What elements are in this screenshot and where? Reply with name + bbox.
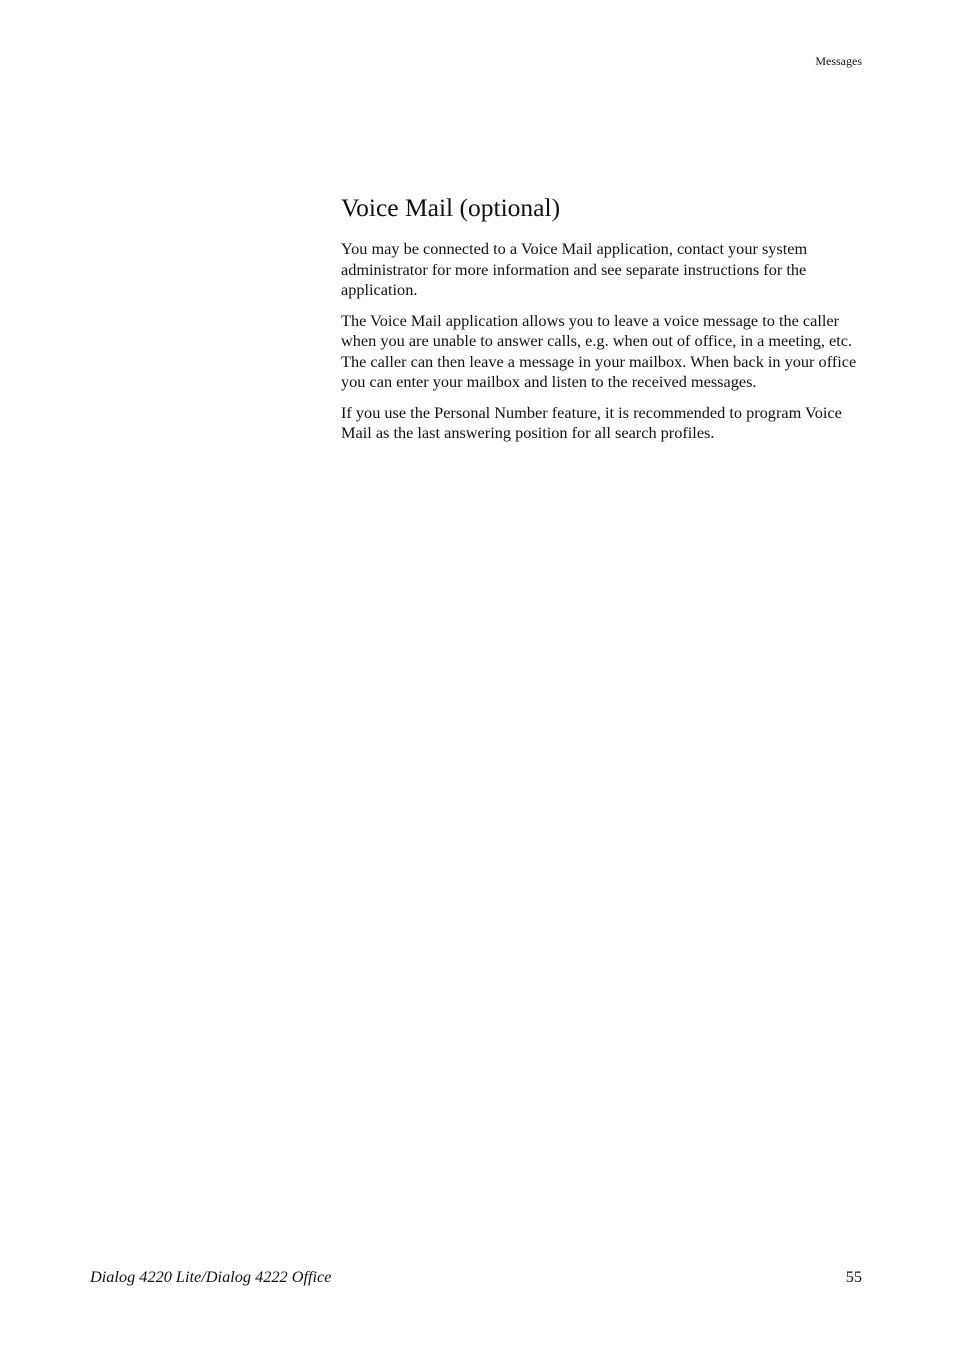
paragraph-voice-mail-description: The Voice Mail application allows you to leave a voice message to the caller when you are unable to answer calls, e.g. when out of office, in a meeting, etc. The caller can then leave a message in your mailbox. When back in your office you can enter your mailbox and listen to the received messages. xyxy=(341,310,857,391)
section-title: Voice Mail (optional) xyxy=(341,193,561,222)
paragraph-voice-mail-intro: You may be connected to a Voice Mail application, contact your system administrator for more information and see separate instructions for the application. xyxy=(341,239,808,299)
page-number: 55 xyxy=(845,1267,862,1286)
paragraph-personal-number-tip: If you use the Personal Number feature, it is recommended to program Voice Mail as the last answering position for all search profiles. xyxy=(341,402,842,442)
main-content xyxy=(341,192,866,454)
running-header: Messages xyxy=(815,54,862,68)
footer-document-title: Dialog 4220 Lite/Dialog 4222 Office xyxy=(90,1267,332,1286)
